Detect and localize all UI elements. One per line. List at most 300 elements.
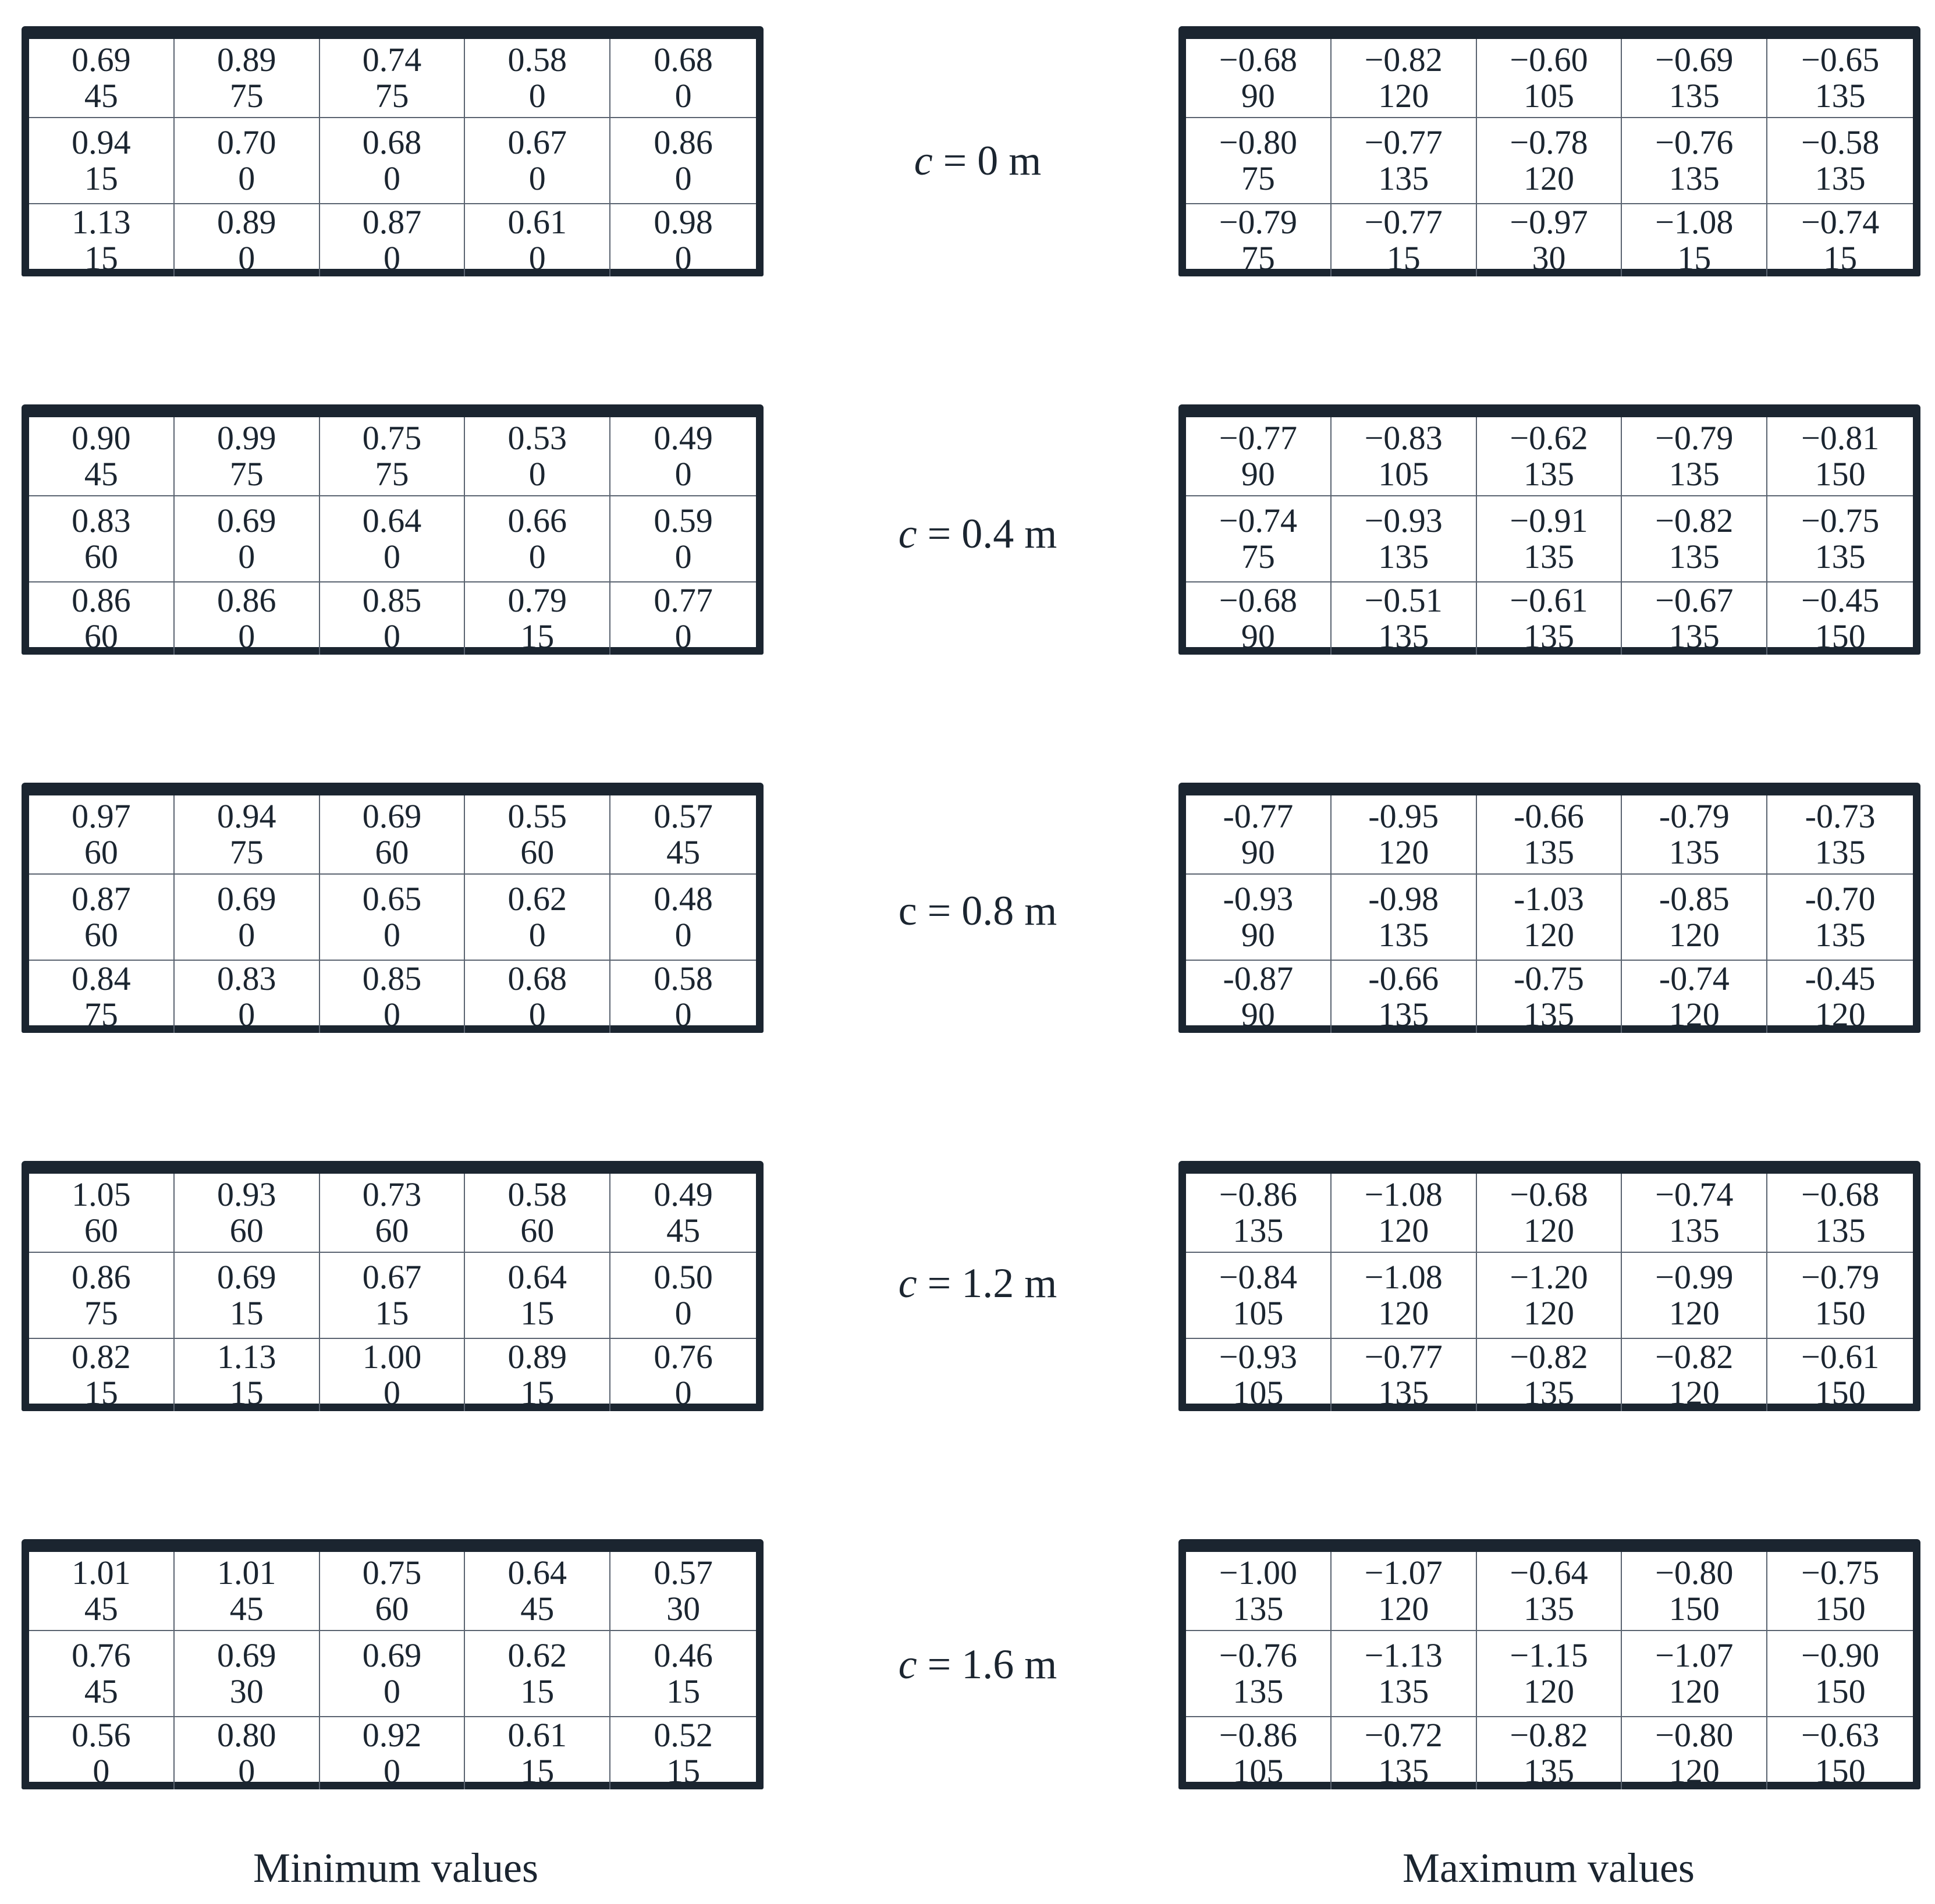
table-cell bbox=[175, 875, 320, 961]
cell-angle: 0 bbox=[238, 159, 255, 197]
cell-value: 0.86 bbox=[72, 1258, 131, 1296]
cell-angle: 45 bbox=[666, 1212, 701, 1249]
cell-value: 0.69 bbox=[216, 1258, 276, 1296]
c-parameter-label bbox=[826, 887, 1129, 934]
cell-value: −0.80 bbox=[1655, 1716, 1734, 1754]
table-cell bbox=[610, 39, 756, 118]
cell-value: 0.90 bbox=[72, 419, 131, 457]
cell-angle: 0 bbox=[383, 1672, 400, 1710]
cell-value: 0.86 bbox=[654, 123, 713, 161]
table-cell bbox=[1332, 1631, 1477, 1717]
cell-angle: 135 bbox=[1378, 1374, 1429, 1412]
cell-value: 0.94 bbox=[72, 123, 131, 161]
table-cell bbox=[465, 795, 610, 875]
table-cell bbox=[610, 795, 756, 875]
c-parameter-label bbox=[826, 1260, 1129, 1306]
cell-value: 0.49 bbox=[654, 1175, 713, 1213]
cell-value: −0.93 bbox=[1219, 1338, 1297, 1376]
table-cell bbox=[1477, 1339, 1622, 1411]
table-cell bbox=[1186, 39, 1332, 118]
cell-value: −0.72 bbox=[1364, 1716, 1443, 1754]
table-cell bbox=[1767, 1717, 1913, 1789]
table-cell bbox=[1186, 1174, 1332, 1253]
c-value: = 0.8 m bbox=[917, 887, 1057, 934]
table-cell bbox=[1477, 1174, 1622, 1253]
cell-angle: 0 bbox=[238, 916, 255, 954]
cell-angle: 150 bbox=[1815, 455, 1866, 493]
cell-angle: 150 bbox=[1815, 1752, 1866, 1790]
c-value: = 1.6 m bbox=[917, 1641, 1057, 1688]
cell-value: 0.76 bbox=[654, 1338, 713, 1376]
cell-angle: 105 bbox=[1233, 1374, 1284, 1412]
cell-value: 0.46 bbox=[654, 1636, 713, 1674]
table-cell bbox=[1186, 204, 1332, 276]
table-cell bbox=[1477, 1552, 1622, 1631]
table-cell bbox=[465, 1253, 610, 1339]
cell-angle: 60 bbox=[375, 833, 409, 871]
table-cell bbox=[610, 1552, 756, 1631]
cell-angle: 150 bbox=[1815, 1294, 1866, 1332]
cell-value: 1.13 bbox=[216, 1338, 276, 1376]
cell-angle: 135 bbox=[1523, 1374, 1574, 1412]
cell-angle: 15 bbox=[375, 1294, 409, 1332]
cell-angle: 60 bbox=[84, 617, 118, 655]
cell-value: 0.69 bbox=[72, 41, 131, 79]
cell-angle: 30 bbox=[229, 1672, 264, 1710]
cell-value: 0.56 bbox=[72, 1716, 131, 1754]
table-cell bbox=[1622, 961, 1767, 1033]
cell-value: 0.84 bbox=[72, 960, 131, 997]
cell-angle: 15 bbox=[84, 239, 118, 277]
cell-angle: 150 bbox=[1815, 1672, 1866, 1710]
cell-angle: 15 bbox=[1386, 239, 1421, 277]
cell-angle: 0 bbox=[238, 1752, 255, 1790]
cell-angle: 135 bbox=[1668, 455, 1720, 493]
table-cell bbox=[1767, 1339, 1913, 1411]
cell-value: -0.74 bbox=[1659, 960, 1730, 997]
cell-angle: 15 bbox=[1677, 239, 1712, 277]
table-cell bbox=[465, 39, 610, 118]
cell-value: 0.50 bbox=[654, 1258, 713, 1296]
cell-angle: 135 bbox=[1523, 1752, 1574, 1790]
cell-value: −0.79 bbox=[1801, 1258, 1880, 1296]
cell-value: 0.80 bbox=[216, 1716, 276, 1754]
table-cell bbox=[29, 875, 175, 961]
cell-value: −0.90 bbox=[1801, 1636, 1880, 1674]
cell-angle: 60 bbox=[520, 833, 555, 871]
cell-value: -0.95 bbox=[1368, 797, 1439, 835]
cell-angle: 15 bbox=[84, 1374, 118, 1412]
cell-angle: 60 bbox=[375, 1212, 409, 1249]
cell-angle: 135 bbox=[1523, 617, 1574, 655]
cell-angle: 105 bbox=[1233, 1294, 1284, 1332]
table-cell bbox=[1186, 1717, 1332, 1789]
cell-value: −1.20 bbox=[1510, 1258, 1588, 1296]
table-cell bbox=[1332, 1339, 1477, 1411]
cell-angle: 0 bbox=[383, 1752, 400, 1790]
cell-angle: 135 bbox=[1378, 1672, 1429, 1710]
table-cell bbox=[175, 961, 320, 1033]
cell-value: −0.64 bbox=[1510, 1554, 1588, 1592]
cell-value: 0.69 bbox=[216, 1636, 276, 1674]
cell-angle: 60 bbox=[84, 916, 118, 954]
cell-value: −0.99 bbox=[1655, 1258, 1734, 1296]
cell-angle: 105 bbox=[1523, 77, 1574, 115]
cell-angle: 0 bbox=[528, 239, 546, 277]
cell-value: −0.97 bbox=[1510, 203, 1588, 241]
cell-angle: 90 bbox=[1241, 617, 1275, 655]
cell-angle: 0 bbox=[674, 617, 692, 655]
cell-angle: 0 bbox=[383, 159, 400, 197]
maximum-values-table-3 bbox=[1178, 783, 1920, 1033]
table-cell bbox=[465, 204, 610, 276]
cell-angle: 90 bbox=[1241, 833, 1275, 871]
table-cell bbox=[610, 1631, 756, 1717]
cell-angle: 0 bbox=[383, 996, 400, 1033]
cell-angle: 150 bbox=[1815, 1590, 1866, 1628]
table-cell bbox=[320, 582, 466, 655]
cell-value: −0.68 bbox=[1219, 41, 1297, 79]
cell-angle: 135 bbox=[1233, 1212, 1284, 1249]
cell-value: 0.86 bbox=[72, 581, 131, 619]
cell-value: -0.98 bbox=[1368, 880, 1439, 918]
cell-value: -0.77 bbox=[1223, 797, 1294, 835]
table-cell bbox=[1186, 1339, 1332, 1411]
table-cell bbox=[610, 1253, 756, 1339]
table-cell bbox=[1186, 1631, 1332, 1717]
cell-angle: 75 bbox=[229, 77, 264, 115]
maximum-values-table-1 bbox=[1178, 26, 1920, 276]
cell-value: 0.58 bbox=[507, 41, 567, 79]
cell-value: 0.65 bbox=[362, 880, 422, 918]
table-cell bbox=[320, 1174, 466, 1253]
cell-value: 0.75 bbox=[362, 1554, 422, 1592]
cell-value: −0.60 bbox=[1510, 41, 1588, 79]
table-cell bbox=[320, 795, 466, 875]
cell-value: −0.84 bbox=[1219, 1258, 1297, 1296]
cell-angle: 75 bbox=[229, 455, 264, 493]
cell-angle: 135 bbox=[1378, 538, 1429, 576]
cell-value: -0.45 bbox=[1805, 960, 1876, 997]
cell-angle: 120 bbox=[1668, 1374, 1720, 1412]
cell-value: −0.79 bbox=[1655, 419, 1734, 457]
cell-value: −0.65 bbox=[1801, 41, 1880, 79]
cell-value: −0.77 bbox=[1364, 1338, 1443, 1376]
cell-angle: 0 bbox=[383, 538, 400, 576]
cell-angle: 30 bbox=[1532, 239, 1566, 277]
cell-value: −0.81 bbox=[1801, 419, 1880, 457]
table-cell bbox=[1332, 582, 1477, 655]
table-cell bbox=[1477, 795, 1622, 875]
cell-value: 0.64 bbox=[507, 1258, 567, 1296]
cell-value: −1.13 bbox=[1364, 1636, 1443, 1674]
cell-angle: 135 bbox=[1668, 833, 1720, 871]
cell-value: −0.76 bbox=[1219, 1636, 1297, 1674]
cell-value: 1.13 bbox=[72, 203, 131, 241]
table-cell bbox=[1622, 1717, 1767, 1789]
cell-value: −1.00 bbox=[1219, 1554, 1297, 1592]
cell-angle: 0 bbox=[674, 1294, 692, 1332]
cell-angle: 0 bbox=[528, 159, 546, 197]
cell-value: −0.82 bbox=[1364, 41, 1443, 79]
cell-value: 0.62 bbox=[507, 1636, 567, 1674]
cell-value: 0.64 bbox=[362, 502, 422, 539]
cell-angle: 120 bbox=[1523, 1294, 1574, 1332]
cell-angle: 0 bbox=[674, 159, 692, 197]
cell-value: −0.82 bbox=[1655, 1338, 1734, 1376]
cell-value: -0.79 bbox=[1659, 797, 1730, 835]
cell-angle: 135 bbox=[1378, 916, 1429, 954]
cell-value: 0.94 bbox=[216, 797, 276, 835]
cell-angle: 30 bbox=[666, 1590, 701, 1628]
table-cell bbox=[320, 1253, 466, 1339]
table-cell bbox=[320, 118, 466, 204]
cell-value: 0.66 bbox=[507, 502, 567, 539]
cell-value: −1.15 bbox=[1510, 1636, 1588, 1674]
minimum-values-table-5 bbox=[22, 1539, 764, 1789]
table-cell bbox=[175, 582, 320, 655]
cell-angle: 135 bbox=[1378, 159, 1429, 197]
table-cell bbox=[1767, 39, 1913, 118]
table-cell bbox=[1767, 582, 1913, 655]
cell-angle: 15 bbox=[520, 1672, 555, 1710]
cell-value: −0.77 bbox=[1364, 203, 1443, 241]
minimum-values-table-4 bbox=[22, 1161, 764, 1411]
cell-value: −0.83 bbox=[1364, 419, 1443, 457]
table-cell bbox=[1186, 582, 1332, 655]
table-cell bbox=[1477, 1631, 1622, 1717]
cell-value: 0.67 bbox=[362, 1258, 422, 1296]
table-cell bbox=[1477, 39, 1622, 118]
cell-value: −0.58 bbox=[1801, 123, 1880, 161]
table-cell bbox=[175, 496, 320, 582]
table-cell bbox=[1477, 1717, 1622, 1789]
cell-angle: 60 bbox=[84, 1212, 118, 1249]
cell-angle: 135 bbox=[1815, 916, 1866, 954]
cell-angle: 135 bbox=[1815, 1212, 1866, 1249]
cell-angle: 0 bbox=[238, 617, 255, 655]
table-cell bbox=[610, 961, 756, 1033]
cell-angle: 135 bbox=[1523, 455, 1574, 493]
cell-angle: 0 bbox=[238, 996, 255, 1033]
cell-angle: 0 bbox=[528, 77, 546, 115]
table-cell bbox=[1186, 1253, 1332, 1339]
cell-value: −0.63 bbox=[1801, 1716, 1880, 1754]
cell-angle: 150 bbox=[1815, 617, 1866, 655]
cell-angle: 135 bbox=[1668, 617, 1720, 655]
cell-angle: 45 bbox=[84, 455, 118, 493]
cell-angle: 90 bbox=[1241, 77, 1275, 115]
cell-angle: 120 bbox=[1378, 1212, 1429, 1249]
cell-value: 0.69 bbox=[216, 502, 276, 539]
cell-value: −0.78 bbox=[1510, 123, 1588, 161]
cell-angle: 120 bbox=[1523, 159, 1574, 197]
cell-angle: 15 bbox=[666, 1672, 701, 1710]
table-cell bbox=[175, 1631, 320, 1717]
maximum-values-table-5 bbox=[1178, 1539, 1920, 1789]
cell-value: 0.48 bbox=[654, 880, 713, 918]
cell-angle: 15 bbox=[229, 1294, 264, 1332]
cell-value: 0.89 bbox=[216, 41, 276, 79]
table-cell bbox=[1622, 417, 1767, 496]
table-cell bbox=[1622, 204, 1767, 276]
table-cell bbox=[175, 1253, 320, 1339]
cell-angle: 120 bbox=[1378, 1294, 1429, 1332]
cell-angle: 0 bbox=[528, 996, 546, 1033]
table-cell bbox=[1622, 1552, 1767, 1631]
cell-angle: 120 bbox=[1668, 1294, 1720, 1332]
cell-value: −0.86 bbox=[1219, 1716, 1297, 1754]
cell-angle: 105 bbox=[1378, 455, 1429, 493]
cell-value: −0.61 bbox=[1510, 581, 1588, 619]
cell-angle: 15 bbox=[666, 1752, 701, 1790]
cell-angle: 15 bbox=[520, 1752, 555, 1790]
cell-value: -0.66 bbox=[1368, 960, 1439, 997]
cell-value: −0.51 bbox=[1364, 581, 1443, 619]
cell-value: 0.49 bbox=[654, 419, 713, 457]
cell-angle: 0 bbox=[528, 455, 546, 493]
cell-value: 0.58 bbox=[654, 960, 713, 997]
cell-value: 0.69 bbox=[362, 797, 422, 835]
table-cell bbox=[1622, 1253, 1767, 1339]
cell-value: -0.73 bbox=[1805, 797, 1876, 835]
cell-angle: 90 bbox=[1241, 455, 1275, 493]
cell-value: 0.53 bbox=[507, 419, 567, 457]
cell-value: −0.68 bbox=[1510, 1175, 1588, 1213]
table-cell bbox=[465, 417, 610, 496]
table-cell bbox=[1477, 118, 1622, 204]
cell-value: 0.57 bbox=[654, 797, 713, 835]
cell-angle: 135 bbox=[1815, 159, 1866, 197]
table-cell bbox=[1332, 39, 1477, 118]
cell-angle: 15 bbox=[520, 1294, 555, 1332]
table-cell bbox=[1767, 204, 1913, 276]
table-cell bbox=[1186, 795, 1332, 875]
cell-angle: 0 bbox=[383, 617, 400, 655]
cell-angle: 135 bbox=[1523, 1590, 1574, 1628]
table-cell bbox=[1332, 496, 1477, 582]
cell-angle: 75 bbox=[1241, 239, 1275, 277]
table-cell bbox=[175, 1717, 320, 1789]
table-cell bbox=[610, 875, 756, 961]
cell-value: 0.87 bbox=[72, 880, 131, 918]
maximum-values-caption: Maximum values bbox=[1403, 1845, 1695, 1891]
table-cell bbox=[465, 1631, 610, 1717]
table-cell bbox=[1186, 961, 1332, 1033]
cell-angle: 60 bbox=[84, 538, 118, 576]
cell-angle: 0 bbox=[383, 916, 400, 954]
minimum-values-table-2 bbox=[22, 404, 764, 655]
cell-angle: 0 bbox=[674, 239, 692, 277]
table-cell bbox=[610, 1174, 756, 1253]
cell-value: 1.00 bbox=[362, 1338, 422, 1376]
cell-value: 0.92 bbox=[362, 1716, 422, 1754]
table-cell bbox=[175, 1174, 320, 1253]
cell-value: 0.52 bbox=[654, 1716, 713, 1754]
cell-value: −0.79 bbox=[1219, 203, 1297, 241]
cell-value: 1.01 bbox=[216, 1554, 276, 1592]
cell-angle: 120 bbox=[1668, 1672, 1720, 1710]
cell-angle: 135 bbox=[1523, 996, 1574, 1033]
cell-value: 0.89 bbox=[216, 203, 276, 241]
cell-angle: 45 bbox=[520, 1590, 555, 1628]
table-cell bbox=[610, 1717, 756, 1789]
table-cell bbox=[29, 496, 175, 582]
table-cell bbox=[1767, 1552, 1913, 1631]
table-cell bbox=[1477, 417, 1622, 496]
cell-value: −0.86 bbox=[1219, 1175, 1297, 1213]
cell-value: 1.01 bbox=[72, 1554, 131, 1592]
cell-value: -0.66 bbox=[1514, 797, 1584, 835]
cell-angle: 75 bbox=[375, 455, 409, 493]
c-parameter-label bbox=[826, 137, 1129, 184]
cell-value: −0.75 bbox=[1801, 1554, 1880, 1592]
table-cell bbox=[29, 1339, 175, 1411]
cell-angle: 60 bbox=[84, 833, 118, 871]
cell-value: -0.85 bbox=[1659, 880, 1730, 918]
cell-value: −1.07 bbox=[1364, 1554, 1443, 1592]
cell-angle: 120 bbox=[1378, 1590, 1429, 1628]
cell-angle: 120 bbox=[1815, 996, 1866, 1033]
table-cell bbox=[1767, 1253, 1913, 1339]
cell-value: −1.08 bbox=[1364, 1258, 1443, 1296]
cell-value: −0.74 bbox=[1219, 502, 1297, 539]
cell-value: 0.83 bbox=[72, 502, 131, 539]
table-cell bbox=[1767, 496, 1913, 582]
table-cell bbox=[1477, 961, 1622, 1033]
table-cell bbox=[320, 1717, 466, 1789]
table-cell bbox=[1477, 496, 1622, 582]
table-cell bbox=[320, 417, 466, 496]
table-cell bbox=[465, 1717, 610, 1789]
table-cell bbox=[320, 496, 466, 582]
cell-angle: 75 bbox=[1241, 159, 1275, 197]
cell-angle: 135 bbox=[1668, 1212, 1720, 1249]
table-cell bbox=[610, 582, 756, 655]
table-cell bbox=[1186, 496, 1332, 582]
table-cell bbox=[1767, 961, 1913, 1033]
c-symbol: c bbox=[898, 1260, 917, 1306]
minimum-values-table-1 bbox=[22, 26, 764, 276]
cell-value: −0.74 bbox=[1655, 1175, 1734, 1213]
cell-value: 0.85 bbox=[362, 960, 422, 997]
table-cell bbox=[1186, 1552, 1332, 1631]
cell-angle: 120 bbox=[1523, 1212, 1574, 1249]
cell-value: −0.68 bbox=[1219, 581, 1297, 619]
cell-value: −0.91 bbox=[1510, 502, 1588, 539]
cell-angle: 0 bbox=[238, 538, 255, 576]
cell-angle: 120 bbox=[1378, 833, 1429, 871]
cell-value: 0.93 bbox=[216, 1175, 276, 1213]
table-cell bbox=[320, 1339, 466, 1411]
cell-angle: 75 bbox=[1241, 538, 1275, 576]
cell-angle: 120 bbox=[1668, 996, 1720, 1033]
minimum-values-caption: Minimum values bbox=[253, 1845, 538, 1891]
cell-angle: 0 bbox=[93, 1752, 110, 1790]
table-cell bbox=[465, 1552, 610, 1631]
cell-angle: 0 bbox=[674, 77, 692, 115]
table-cell bbox=[1622, 875, 1767, 961]
cell-angle: 120 bbox=[1668, 916, 1720, 954]
cell-value: 0.97 bbox=[72, 797, 131, 835]
table-cell bbox=[1186, 118, 1332, 204]
table-cell bbox=[29, 417, 175, 496]
cell-angle: 0 bbox=[383, 239, 400, 277]
c-value: = 0.4 m bbox=[917, 510, 1057, 557]
table-cell bbox=[1767, 875, 1913, 961]
cell-value: 0.55 bbox=[507, 797, 567, 835]
table-cell bbox=[610, 417, 756, 496]
